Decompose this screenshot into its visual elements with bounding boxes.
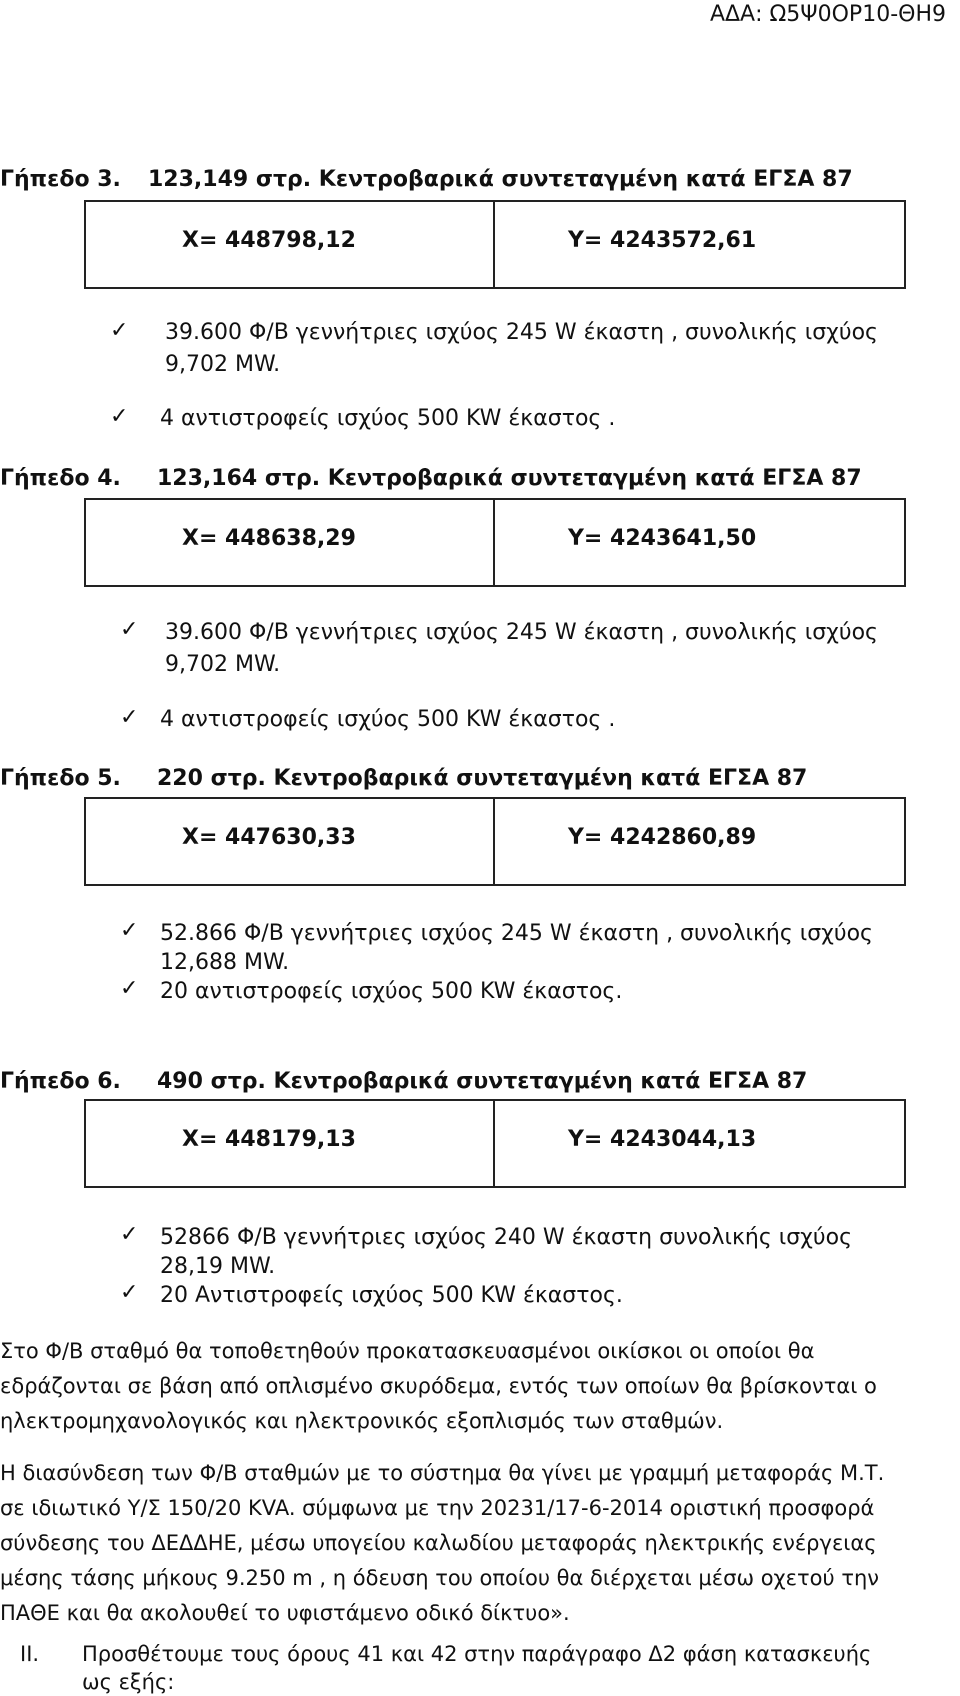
coord-y: Υ= 4242860,89 xyxy=(568,825,757,850)
plot-label: Γήπεδο 4. xyxy=(0,466,121,491)
spec-line: 52.866 Φ/Β γεννήτριες ισχύος 245 W έκαστη , συνολικής ισχύος xyxy=(160,921,873,946)
section-text: Προσθέτουμε τους όρους 41 και 42 στην παράγραφο Δ2 φάση κατασκευής xyxy=(82,1642,872,1666)
paragraph-line: Η διασύνδεση των Φ/Β σταθμών με το σύστημα θα γίνει με γραμμή μεταφοράς Μ.Τ. xyxy=(0,1461,885,1485)
check-icon: ✓ xyxy=(120,705,139,730)
spec-line: 20 Αντιστροφείς ισχύος 500 KW έκαστος. xyxy=(160,1283,623,1308)
coord-x: Χ= 447630,33 xyxy=(182,825,356,850)
check-icon: ✓ xyxy=(120,617,139,642)
check-icon: ✓ xyxy=(120,918,139,943)
check-icon: ✓ xyxy=(120,1222,139,1247)
spec-line: 4 αντιστροφείς ισχύος 500 KW έκαστος . xyxy=(160,707,616,732)
coordinates-box xyxy=(84,498,906,587)
coord-y: Υ= 4243641,50 xyxy=(568,526,757,551)
coord-x: Χ= 448638,29 xyxy=(182,526,356,551)
coordinates-box xyxy=(84,797,906,886)
paragraph-line: ΠΑΘΕ και θα ακολουθεί το υφιστάμενο οδικό δίκτυο». xyxy=(0,1601,570,1625)
paragraph-line: σε ιδιωτικό Υ/Σ 150/20 KVA. σύμφωνα με την 20231/17-6-2014 οριστική προσφορά xyxy=(0,1496,875,1520)
spec-line: 4 αντιστροφείς ισχύος 500 KW έκαστος . xyxy=(160,406,616,431)
section-numeral: ΙΙ. xyxy=(20,1642,40,1666)
check-icon: ✓ xyxy=(120,976,139,1001)
ada-code: ΑΔΑ: Ω5Ψ0ΟΡ10-ΘΗ9 xyxy=(709,2,946,27)
coord-y: Υ= 4243044,13 xyxy=(568,1127,757,1152)
plot-label: Γήπεδο 6. xyxy=(0,1069,121,1094)
coord-x: Χ= 448798,12 xyxy=(182,228,356,253)
spec-line: 28,19 MW. xyxy=(160,1254,276,1279)
spec-line: 9,702 MW. xyxy=(165,652,281,677)
paragraph-line: Στο Φ/Β σταθμό θα τοποθετηθούν προκατασκευασμένοι οικίσκοι οι οποίοι θα xyxy=(0,1339,815,1363)
paragraph-line: σύνδεσης του ΔΕΔΔΗΕ, μέσω υπογείου καλωδίου μεταφοράς ηλεκτρικής ενέργειας xyxy=(0,1531,877,1555)
coordinates-box xyxy=(84,200,906,289)
plot-area: 123,164 στρ. Κεντροβαρικά συντεταγμένη κατά ΕΓΣΑ 87 xyxy=(157,466,862,491)
coord-y: Υ= 4243572,61 xyxy=(568,228,757,253)
paragraph-grid-connection xyxy=(0,1456,932,1631)
coord-x: Χ= 448179,13 xyxy=(182,1127,356,1152)
plot-area: 490 στρ. Κεντροβαρικά συντεταγμένη κατά ΕΓΣΑ 87 xyxy=(157,1069,808,1094)
plot-area: 220 στρ. Κεντροβαρικά συντεταγμένη κατά ΕΓΣΑ 87 xyxy=(157,766,808,791)
paragraph-prefab-cabins xyxy=(0,1334,932,1439)
spec-line: 39.600 Φ/Β γεννήτριες ισχύος 245 W έκαστη , συνολικής ισχύος xyxy=(165,320,878,345)
paragraph-line: ηλεκτρομηχανολογικός και ηλεκτρονικός εξοπλισμός των σταθμών. xyxy=(0,1409,724,1433)
check-icon: ✓ xyxy=(120,1280,139,1305)
spec-line: 12,688 MW. xyxy=(160,950,290,975)
plot-label: Γήπεδο 3. xyxy=(0,167,121,192)
spec-line: 20 αντιστροφείς ισχύος 500 KW έκαστος. xyxy=(160,979,623,1004)
plot-label: Γήπεδο 5. xyxy=(0,766,121,791)
paragraph-line: εδράζονται σε βάση από οπλισμένο σκυρόδεμα, εντός των οποίων θα βρίσκονται ο xyxy=(0,1374,877,1398)
check-icon: ✓ xyxy=(110,404,129,429)
plot-area: 123,149 στρ. Κεντροβαρικά συντεταγμένη κατά ΕΓΣΑ 87 xyxy=(148,167,853,192)
spec-line: 52866 Φ/Β γεννήτριες ισχύος 240 W έκαστη συνολικής ισχύος xyxy=(160,1225,852,1250)
section-text: ως εξής: xyxy=(82,1670,175,1694)
spec-line: 39.600 Φ/Β γεννήτριες ισχύος 245 W έκαστη , συνολικής ισχύος xyxy=(165,620,878,645)
coordinates-box xyxy=(84,1099,906,1188)
spec-line: 9,702 MW. xyxy=(165,352,281,377)
paragraph-line: μέσης τάσης μήκους 9.250 m , η όδευση του οποίου θα διέρχεται μέσω οχετού την xyxy=(0,1566,880,1590)
check-icon: ✓ xyxy=(110,318,129,343)
